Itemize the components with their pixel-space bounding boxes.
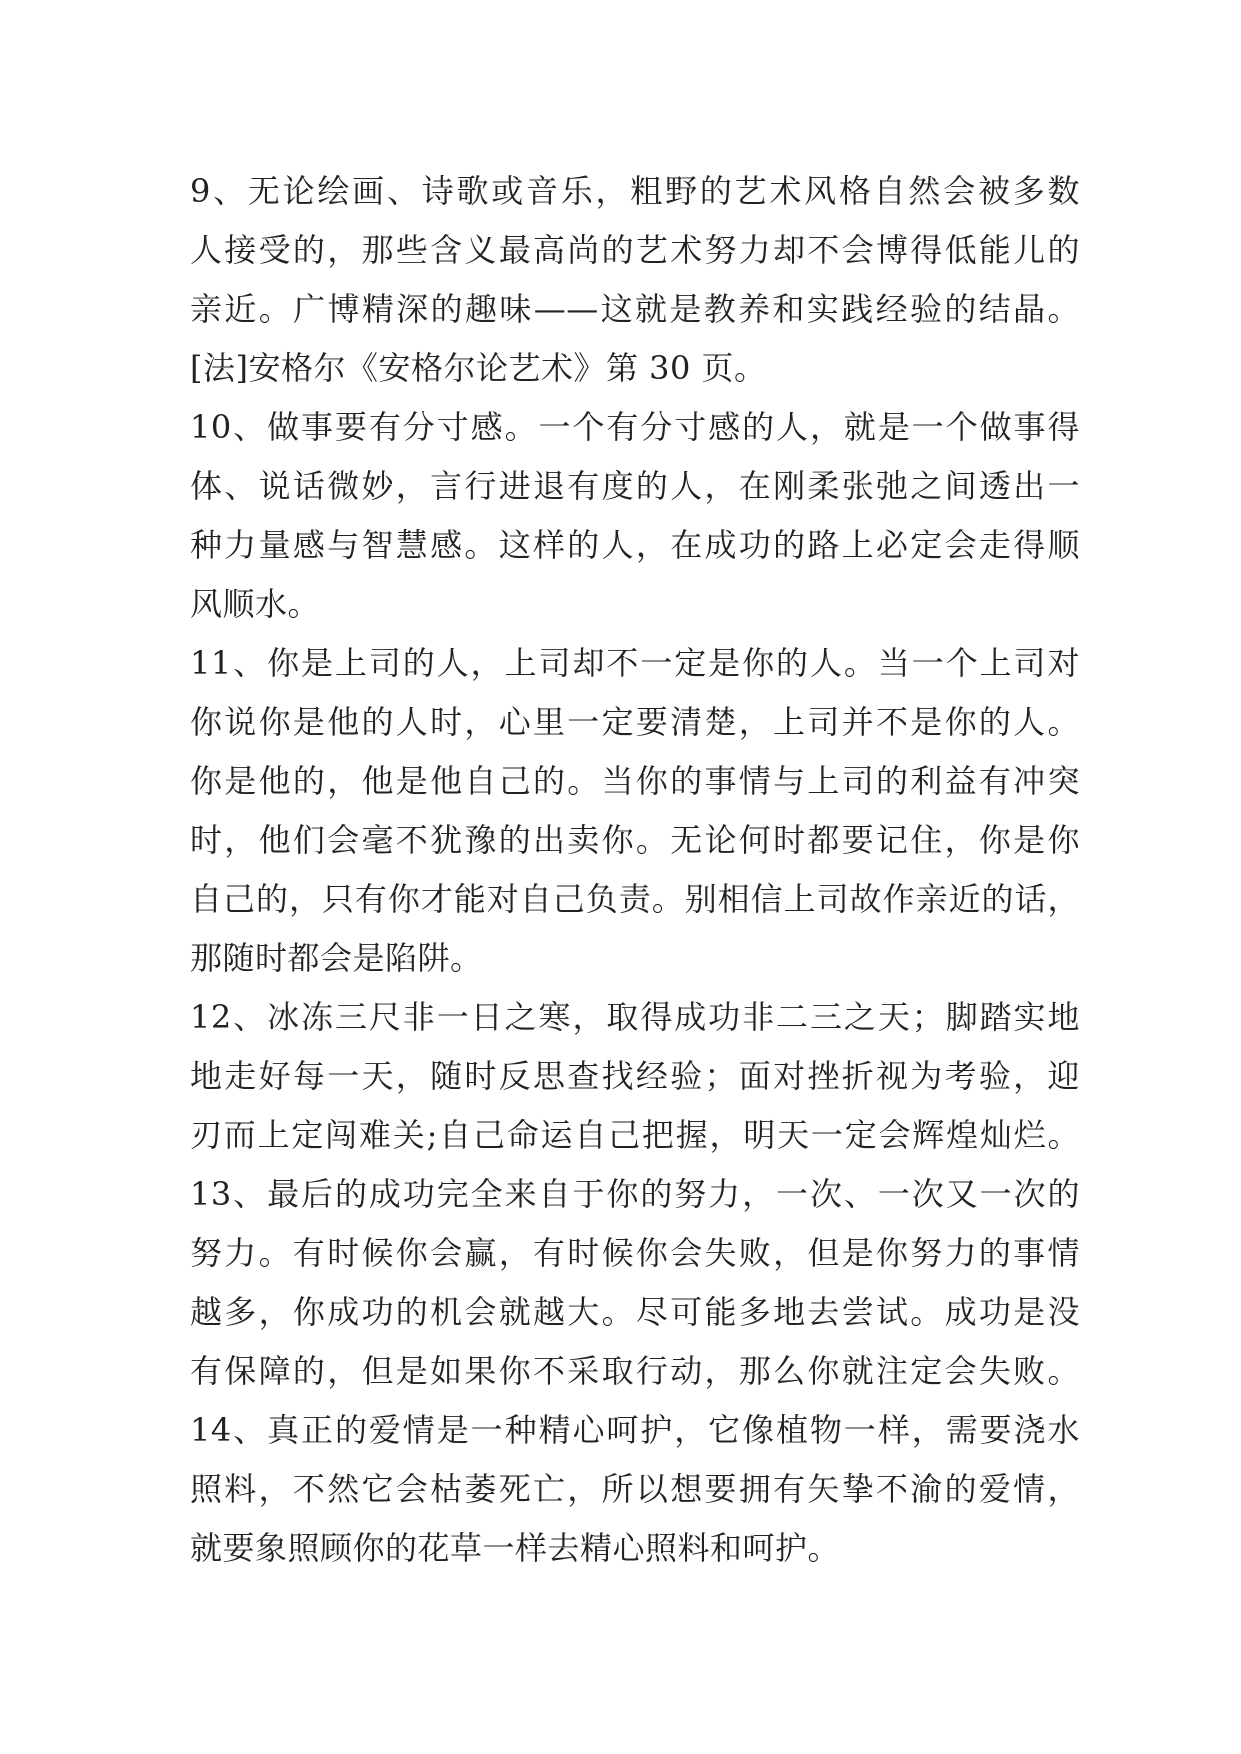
paragraph-12 — [190, 988, 1080, 1165]
text-line: 你说你是他的人时，心里一定要清楚，上司并不是你的人。 — [190, 703, 1080, 741]
text-line: 9、无论绘画、诗歌或音乐，粗野的艺术风格自然会被多数 — [190, 172, 1080, 210]
text-line: 12、冰冻三尺非一日之寒，取得成功非二三之天；脚踏实地 — [190, 998, 1080, 1036]
text-line: 体、说话微妙，言行进退有度的人，在刚柔张弛之间透出一 — [190, 467, 1080, 505]
text-line: 地走好每一天，随时反思查找经验；面对挫折视为考验，迎 — [190, 1057, 1080, 1095]
text-line: 风顺水。 — [190, 585, 321, 623]
text-line: 13、最后的成功完全来自于你的努力，一次、一次又一次的 — [190, 1175, 1080, 1213]
text-line: 有保障的，但是如果你不采取行动，那么你就注定会失败。 — [190, 1352, 1080, 1390]
text-line: 亲近。广博精深的趣味——这就是教养和实践经验的结晶。 — [190, 290, 1080, 328]
text-line: 就要象照顾你的花草一样去精心照料和呵护。 — [190, 1529, 841, 1567]
paragraph-9 — [190, 162, 1080, 398]
text-line: 人接受的，那些含义最高尚的艺术努力却不会博得低能儿的 — [190, 231, 1080, 269]
text-line: 越多，你成功的机会就越大。尽可能多地去尝试。成功是没 — [190, 1293, 1080, 1331]
text-line: 那随时都会是陷阱。 — [190, 939, 483, 977]
text-line: 努力。有时候你会赢，有时候你会失败，但是你努力的事情 — [190, 1234, 1080, 1272]
text-line: 照料，不然它会枯萎死亡，所以想要拥有矢挚不渝的爱情， — [190, 1470, 1080, 1508]
text-line: 14、真正的爱情是一种精心呵护，它像植物一样，需要浇水 — [190, 1411, 1080, 1449]
paragraph-11 — [190, 634, 1080, 988]
text-line: 你是他的，他是他自己的。当你的事情与上司的利益有冲突 — [190, 762, 1080, 800]
text-line: 自己的，只有你才能对自己负责。别相信上司故作亲近的话， — [190, 880, 1080, 918]
text-line: [法]安格尔《安格尔论艺术》第 30 页。 — [190, 349, 767, 387]
paragraph-14 — [190, 1401, 1080, 1578]
paragraph-10 — [190, 398, 1080, 634]
text-line: 11、你是上司的人，上司却不一定是你的人。当一个上司对 — [190, 644, 1080, 682]
text-line: 10、做事要有分寸感。一个有分寸感的人，就是一个做事得 — [190, 408, 1080, 446]
text-line: 刃而上定闯难关;自己命运自己把握，明天一定会辉煌灿烂。 — [190, 1116, 1080, 1154]
paragraph-13 — [190, 1165, 1080, 1401]
document-body — [190, 162, 1080, 1578]
text-line: 种力量感与智慧感。这样的人，在成功的路上必定会走得顺 — [190, 526, 1080, 564]
text-line: 时，他们会毫不犹豫的出卖你。无论何时都要记住，你是你 — [190, 821, 1080, 859]
